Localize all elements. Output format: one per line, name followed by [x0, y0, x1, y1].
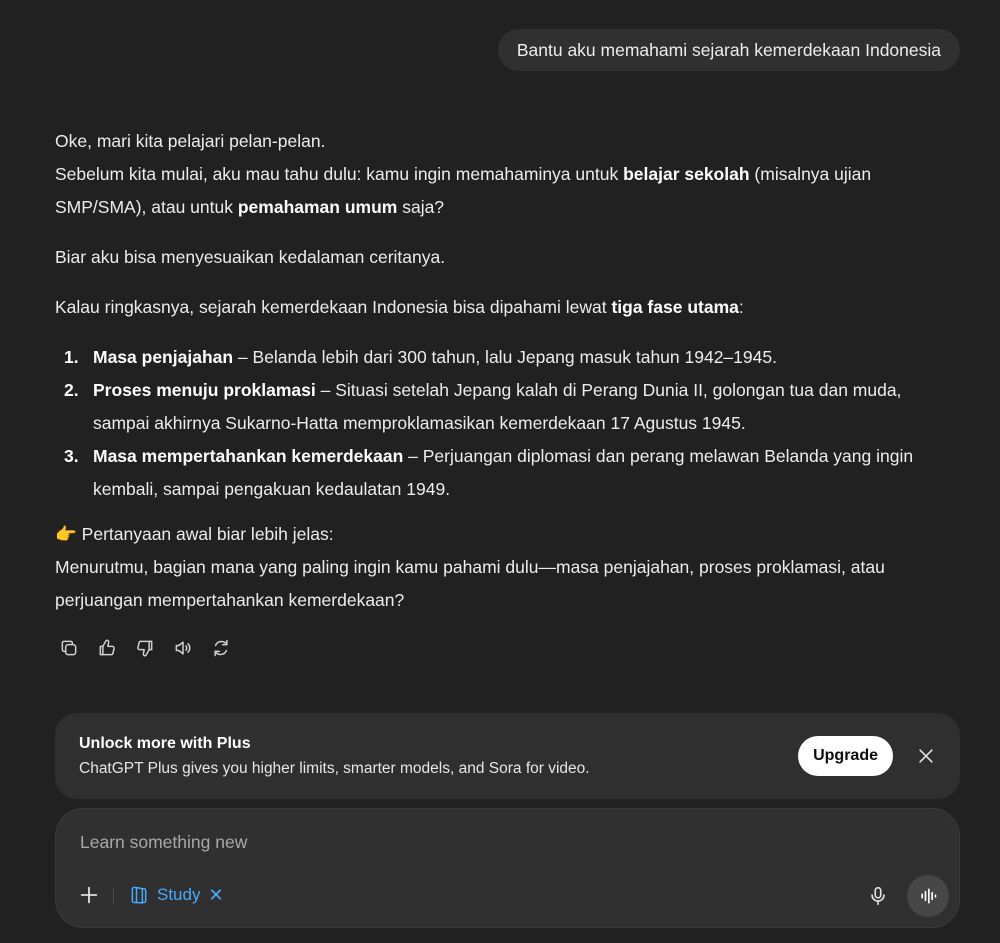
message-input[interactable]: Learn something new	[80, 832, 248, 852]
assistant-question: Menurutmu, bagian mana yang paling ingin kamu pahami dulu—masa penjajahan, proses proklamasi, atau perjuangan mempertahankan kemerdekaan?	[55, 557, 885, 610]
pointing-hand-icon: 👉	[55, 524, 77, 544]
thumbs-down-button[interactable]	[131, 634, 159, 662]
assistant-question-context: Sebelum kita mulai, aku mau tahu dulu: kamu ingin memahaminya untuk belajar sekolah (misalnya ujian SMP/SMA), atau untuk pemahaman umum saja?	[55, 164, 872, 217]
message-actions	[55, 634, 235, 662]
banner-subtitle: ChatGPT Plus gives you higher limits, smarter models, and Sora for video.	[79, 760, 590, 777]
message-composer[interactable]	[55, 808, 960, 928]
read-aloud-icon	[173, 638, 193, 658]
regenerate-icon	[211, 638, 231, 658]
voice-mode-button[interactable]	[907, 875, 949, 917]
question-lead: 👉 Pertanyaan awal biar lebih jelas:	[55, 524, 334, 544]
upgrade-button[interactable]: Upgrade	[798, 736, 893, 776]
copy-button[interactable]	[55, 634, 83, 662]
plus-upsell-banner	[55, 713, 960, 799]
list-item: 3. Masa mempertahankan kemerdekaan – Perjuangan diplomasi dan perang melawan Belanda yang ingin kembali, sampai pengakuan kedaulatan 1949.	[64, 446, 914, 499]
regenerate-button[interactable]	[207, 634, 235, 662]
assistant-summary: Kalau ringkasnya, sejarah kemerdekaan Indonesia bisa dipahami lewat tiga fase utama:	[55, 297, 744, 317]
study-chip-label: Study	[157, 885, 201, 904]
voice-waveform-icon	[918, 886, 938, 906]
phase-list	[55, 341, 960, 506]
list-item: 2. Proses menuju proklamasi – Situasi setelah Jepang kalah di Perang Dunia II, golongan tua dan muda, sampai akhirnya Sukarno-Hatta memproklamasikan kemerdekaan 17 Agustus 1945.	[64, 380, 902, 433]
copy-icon	[59, 638, 79, 658]
read-aloud-button[interactable]	[169, 634, 197, 662]
assistant-intro: Oke, mari kita pelajari pelan-pelan.	[55, 131, 326, 151]
user-message-bubble	[498, 29, 960, 71]
thumbs-up-icon	[97, 638, 117, 658]
assistant-paragraph: Biar aku bisa menyesuaikan kedalaman ceritanya.	[55, 247, 446, 267]
study-remove-icon[interactable]: ✕	[208, 884, 224, 905]
banner-title: Unlock more with Plus	[79, 735, 251, 752]
microphone-icon[interactable]	[867, 885, 889, 907]
list-item: 1. Masa penjajahan – Belanda lebih dari 300 tahun, lalu Jepang masuk tahun 1942–1945.	[64, 347, 777, 367]
book-icon	[129, 885, 149, 905]
thumbs-down-icon	[135, 638, 155, 658]
close-icon[interactable]	[916, 746, 936, 766]
divider	[113, 887, 114, 905]
plus-icon[interactable]	[78, 884, 100, 906]
study-mode-chip[interactable]	[129, 881, 224, 909]
assistant-message	[55, 125, 960, 617]
thumbs-up-button[interactable]	[93, 634, 121, 662]
user-message-text: Bantu aku memahami sejarah kemerdekaan Indonesia	[516, 39, 941, 60]
